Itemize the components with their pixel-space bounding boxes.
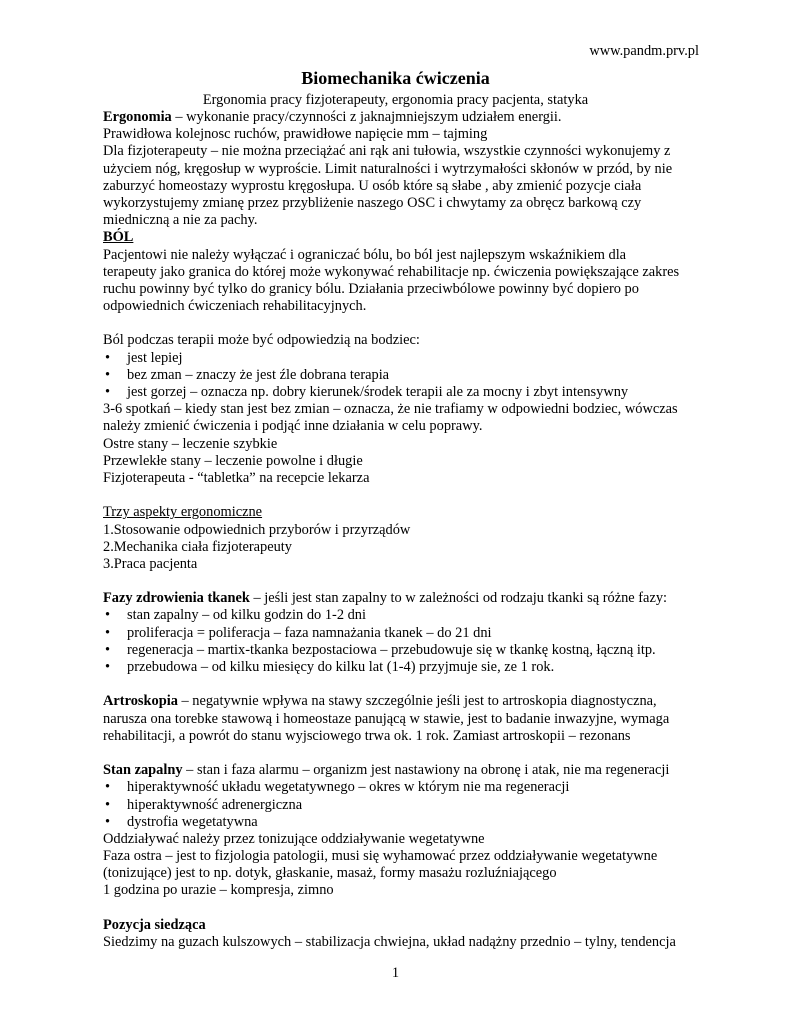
- list-item: 3.Praca pacjenta: [103, 555, 198, 572]
- list-item: • hiperaktywność układu wegetatywnego – okres w którym nie ma regeneracji: [105, 779, 570, 796]
- bullet-icon: •: [105, 779, 111, 796]
- page-number: 1: [391, 965, 400, 981]
- paragraph-line: Siedzimy na guzach kulszowych – stabilizacja chwiejna, układ nadążny przednio – tylny, tendencja: [103, 934, 676, 950]
- list-item: • stan zapalny – od kilku godzin do 1-2 dni: [105, 607, 367, 624]
- bullet-icon: •: [105, 796, 111, 813]
- paragraph-line: odpowiednich ćwiczeniach rehabilitacyjnych.: [103, 298, 367, 315]
- bullet-icon: •: [105, 384, 111, 400]
- paragraph-line: narusza ona torebke stawową i homeostaze panującą w stawie, jest to badanie inwazyjne, wymaga: [103, 710, 670, 727]
- page-title: Biomechanika ćwiczenia: [301, 68, 490, 88]
- artroskopia-def: – negatywnie wpływa na stawy szczególnie jeśli jest to artroskopia diagnostyczna,: [177, 693, 657, 710]
- page-subtitle: Ergonomia pracy fizjoterapeuty, ergonomia pracy pacjenta, statyka: [202, 92, 589, 108]
- paragraph-line: Dla fizjoterapeuty – nie można przeciążać ani rąk ani tułowia, wszystkie czynności wykonujemy z: [103, 143, 671, 160]
- list-item: • jest gorzej – oznacza np. dobry kierunek/środek terapii ale za mocny i zbyt intensywny: [105, 384, 629, 400]
- paragraph-line: Faza ostra – jest to fizjologia patologii, musi się wyhamować przez oddziaływanie wegetatywne: [103, 848, 658, 865]
- list-item: 2.Mechanika ciała fizjoterapeuty: [103, 538, 292, 555]
- paragraph-line: rehabilitacji, a powrót do stanu wyjsciowego trwa ok. 1 rok. Zamiast artroskopii – rezonans: [103, 727, 631, 744]
- bullet-icon: •: [105, 607, 111, 624]
- bullet-icon: •: [105, 659, 111, 675]
- list-item: • regeneracja – martix-tkanka bezpostaciowa – przebudowuje się w tkankę kostną, łączną itp.: [105, 641, 656, 658]
- bullet-icon: •: [105, 624, 111, 641]
- paragraph-line: Prawidłowa kolejnosc ruchów, prawidłowe napięcie mm – tajming: [103, 126, 488, 143]
- ergonomia-def: – wykonanie pracy/czynności z jaknajmniejszym udziałem energii.: [171, 109, 562, 125]
- artroskopia-definition: [103, 693, 703, 710]
- bullet-icon: •: [105, 813, 111, 830]
- paragraph-line: 3-6 spotkań – kiedy stan jest bez zmian – oznacza, że nie trafiamy w odpowiedni bodziec, wówczas: [103, 401, 678, 418]
- paragraph-line: Ostre stany – leczenie szybkie: [103, 435, 278, 452]
- list-item: • proliferacja = poliferacja – faza namnażania tkanek – do 21 dni: [105, 624, 492, 641]
- stan-zapalny-definition: [103, 762, 703, 779]
- paragraph-line: zaburzyć homeostazy wyprostu kręgosłupa. U osób które są słabe , aby zmienić pozycje ciała: [103, 177, 642, 194]
- paragraph-line: Oddziaływać należy przez tonizujące oddziaływanie wegetatywne: [103, 830, 485, 847]
- bol-heading: BÓL: [103, 229, 134, 246]
- paragraph-line: Ból podczas terapii może być odpowiedzią na bodziec:: [103, 332, 420, 349]
- list-item: • jest lepiej: [105, 349, 183, 366]
- ergonomia-definition: [103, 109, 703, 126]
- bullet-icon: •: [105, 349, 111, 366]
- fazy-def: – jeśli jest stan zapalny to w zależności od rodzaju tkanki są różne fazy:: [249, 590, 668, 607]
- paragraph-line: miedniczną a nie za pachy.: [103, 212, 258, 229]
- header-url: www.pandm.prv.pl: [589, 43, 699, 59]
- paragraph-line: należy zmienić ćwiczenia i podjąć inne działania w celu poprawy.: [103, 418, 483, 435]
- paragraph-line: terapeuty jako granica do której może wykonywać rehabilitacje np. ćwiczenia powiększające zakres: [103, 263, 680, 280]
- ergonomia-term: Ergonomia: [103, 109, 172, 125]
- paragraph-line: (tonizujące) jest to np. dotyk, głaskanie, masaż, formy masażu rozluźniającego: [103, 865, 557, 882]
- aspekty-heading: Trzy aspekty ergonomiczne: [103, 504, 263, 521]
- list-item: • bez zman – znaczy że jest źle dobrana terapia: [105, 366, 390, 383]
- bullet-icon: •: [105, 641, 111, 658]
- list-item: • dystrofia wegetatywna: [105, 813, 258, 830]
- stan-zapalny-def: – stan i faza alarmu – organizm jest nastawiony na obronę i atak, nie ma regeneracji: [182, 762, 670, 779]
- bullet-icon: •: [105, 366, 111, 383]
- list-item: • przebudowa – od kilku miesięcy do kilku lat (1-4) przyjmuje sie, ze 1 rok.: [105, 659, 555, 675]
- fazy-definition: [103, 590, 703, 607]
- pozycja-heading: Pozycja siedząca: [103, 916, 206, 933]
- paragraph-line: Przewlekłe stany – leczenie powolne i długie: [103, 452, 363, 469]
- list-item: 1.Stosowanie odpowiednich przyborów i przyrządów: [103, 521, 411, 538]
- paragraph-line: ruchu powinny być tylko do granicy bólu. Działania przeciwbólowe powinny być dopiero po: [103, 280, 639, 297]
- document-body: [103, 109, 703, 951]
- paragraph-line: Pacjentowi nie należy wyłączać i ograniczać bólu, bo ból jest najlepszym wskaźnikiem dla: [103, 246, 627, 263]
- list-item: • hiperaktywność adrenergiczna: [105, 796, 303, 813]
- artroskopia-term: Artroskopia: [103, 693, 178, 710]
- paragraph-line: użyciem nóg, kręgosłup w wyproście. Limit naturalności i wytrzymałości skłonów w przód, by nie: [103, 160, 673, 177]
- paragraph-line: Fizjoterapeuta - “tabletka” na recepcie lekarza: [103, 469, 370, 486]
- fazy-term: Fazy zdrowienia tkanek: [103, 590, 250, 607]
- paragraph-line: wykorzystujemy zmianę przez przybliżenie naszego OSC i chwytamy za obręcz barkową czy: [103, 194, 642, 211]
- stan-zapalny-term: Stan zapalny: [103, 762, 183, 779]
- paragraph-line: 1 godzina po urazie – kompresja, zimno: [103, 882, 334, 899]
